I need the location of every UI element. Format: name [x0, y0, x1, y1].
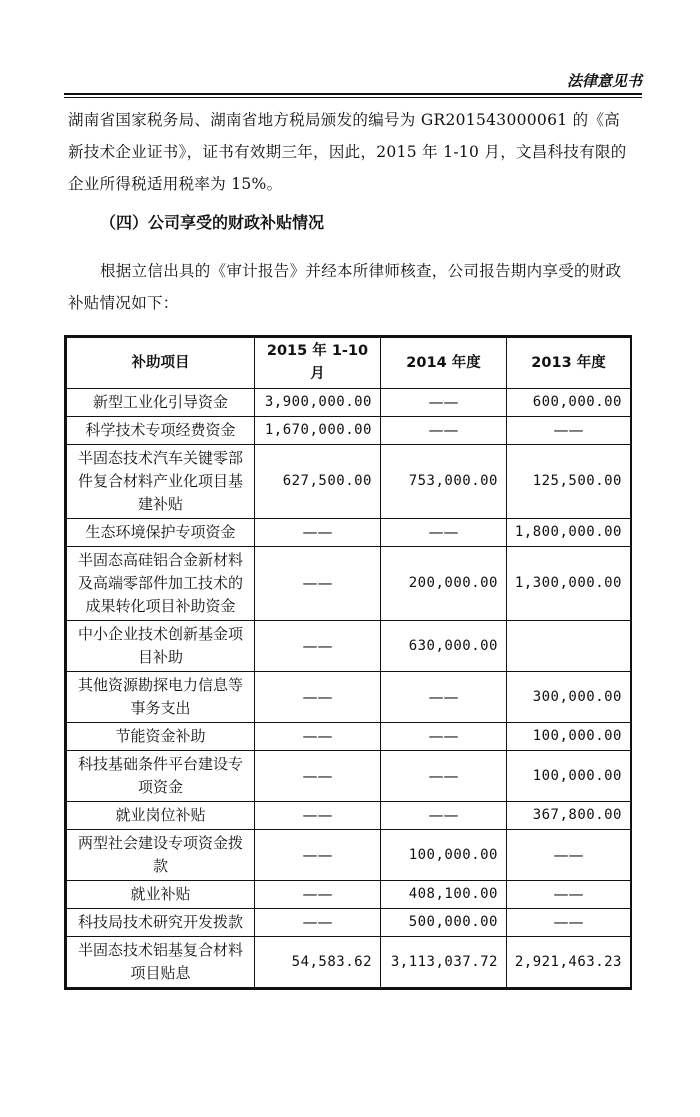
cell-2014: 200,000.00 [381, 547, 507, 621]
table-row [67, 417, 631, 445]
table-row [67, 621, 631, 672]
table-row [67, 445, 631, 519]
cell-2013: —— [507, 830, 631, 881]
cell-2013: 600,000.00 [507, 389, 631, 417]
cell-2014: —— [381, 389, 507, 417]
cell-2013: 100,000.00 [507, 723, 631, 751]
table-row [67, 881, 631, 909]
table-row [67, 909, 631, 937]
cell-2015: —— [255, 621, 381, 672]
cell-2015: —— [255, 519, 381, 547]
cell-2014: 500,000.00 [381, 909, 507, 937]
header-rule [64, 93, 642, 95]
cell-2015: —— [255, 547, 381, 621]
cell-2014: 3,113,037.72 [381, 937, 507, 988]
cell-2015: —— [255, 802, 381, 830]
cell-2015: 627,500.00 [255, 445, 381, 519]
cell-2013: 100,000.00 [507, 751, 631, 802]
table-row [67, 937, 631, 988]
cell-item: 半固态高硅铝合金新材料及高端零部件加工技术的成果转化项目补助资金 [67, 547, 255, 621]
cell-item: 新型工业化引导资金 [67, 389, 255, 417]
table-row [67, 830, 631, 881]
cell-2013 [507, 621, 631, 672]
header-2015: 2015 年 1-10 月 [255, 338, 381, 389]
table-row [67, 723, 631, 751]
cell-2015: —— [255, 830, 381, 881]
cell-2013: 300,000.00 [507, 672, 631, 723]
table-row [67, 672, 631, 723]
cell-2013: 1,800,000.00 [507, 519, 631, 547]
cell-2014: —— [381, 723, 507, 751]
cell-2013: 125,500.00 [507, 445, 631, 519]
cell-2013: 367,800.00 [507, 802, 631, 830]
cell-2013: —— [507, 909, 631, 937]
cell-item: 就业补贴 [67, 881, 255, 909]
cell-2015: 1,670,000.00 [255, 417, 381, 445]
cell-item: 科学技术专项经费资金 [67, 417, 255, 445]
cell-2015: —— [255, 909, 381, 937]
cell-2014: —— [381, 672, 507, 723]
cell-2014: —— [381, 417, 507, 445]
document-type-title: 法律意见书 [566, 72, 642, 90]
table-row [67, 389, 631, 417]
cell-2015: 3,900,000.00 [255, 389, 381, 417]
cell-2015: —— [255, 881, 381, 909]
header-2013: 2013 年度 [507, 338, 631, 389]
cell-item: 两型社会建设专项资金拨款 [67, 830, 255, 881]
table-header-row [67, 338, 631, 389]
table-row [67, 751, 631, 802]
cell-item: 其他资源勘探电力信息等事务支出 [67, 672, 255, 723]
cell-2015: 54,583.62 [255, 937, 381, 988]
cell-2013: —— [507, 417, 631, 445]
cell-item: 中小企业技术创新基金项目补助 [67, 621, 255, 672]
header-2014: 2014 年度 [381, 338, 507, 389]
table-row [67, 547, 631, 621]
table-row [67, 519, 631, 547]
cell-2013: —— [507, 881, 631, 909]
cell-2014: 630,000.00 [381, 621, 507, 672]
cell-2015: —— [255, 672, 381, 723]
header-rule-thin [64, 97, 642, 98]
cell-2014: —— [381, 751, 507, 802]
header-item: 补助项目 [67, 338, 255, 389]
cell-item: 生态环境保护专项资金 [67, 519, 255, 547]
cell-2015: —— [255, 723, 381, 751]
cell-2013: 1,300,000.00 [507, 547, 631, 621]
cell-2014: 408,100.00 [381, 881, 507, 909]
cell-2014: 100,000.00 [381, 830, 507, 881]
cell-item: 就业岗位补贴 [67, 802, 255, 830]
intro-paragraph: 根据立信出具的《审计报告》并经本所律师核查，公司报告期内享受的财政补贴情况如下： [68, 262, 622, 312]
tax-rate-paragraph: 湖南省国家税务局、湖南省地方税局颁发的编号为 GR201543000061 的《高新技术企业证书》，证书有效期三年，因此，2015 年 1-10 月，文昌科技有限的企业所得税适用税率为 15%。 [68, 111, 627, 193]
table-row [67, 802, 631, 830]
cell-2014: —— [381, 519, 507, 547]
cell-item: 半固态技术汽车关键零部件复合材料产业化项目基建补贴 [67, 445, 255, 519]
cell-2013: 2,921,463.23 [507, 937, 631, 988]
cell-item: 科技基础条件平台建设专项资金 [67, 751, 255, 802]
cell-2014: —— [381, 802, 507, 830]
subsidy-table [64, 335, 632, 990]
cell-item: 科技局技术研究开发拨款 [67, 909, 255, 937]
cell-item: 节能资金补助 [67, 723, 255, 751]
section-heading: （四）公司享受的财政补贴情况 [100, 213, 325, 232]
cell-2015: —— [255, 751, 381, 802]
cell-item: 半固态技术铝基复合材料项目贴息 [67, 937, 255, 988]
cell-2014: 753,000.00 [381, 445, 507, 519]
